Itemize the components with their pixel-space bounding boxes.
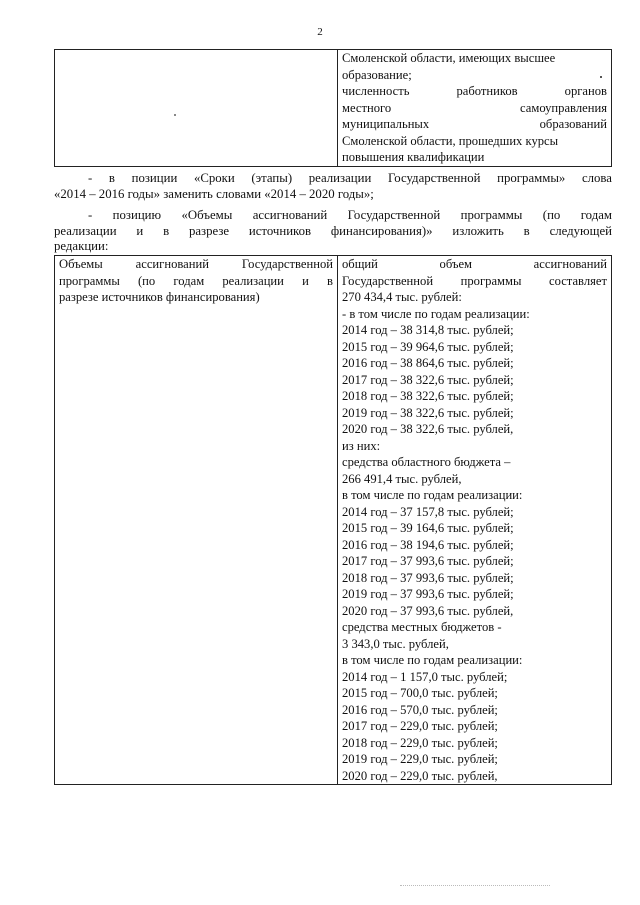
cell-line: 266 491,4 тыс. рублей, [342,471,462,486]
cell-line: 3 343,0 тыс. рублей, [342,636,449,651]
paragraph-line: - позицию «Объемы ассигнований Государственной программы (по годам [88,208,612,222]
cell-line: Объемы ассигнований Государственной [59,257,333,271]
cell-line: 2015 год – 39 964,6 тыс. рублей; [342,339,514,354]
cell-line: 2017 год – 38 322,6 тыс. рублей; [342,372,514,387]
cell-line: 2014 год – 1 157,0 тыс. рублей; [342,669,508,684]
page-number: 2 [317,26,323,38]
cell-line: 2018 год – 37 993,6 тыс. рублей; [342,570,514,585]
continuation-table [54,49,612,167]
table-row [55,50,612,167]
paragraph-line: «2014 – 2016 годы» заменить словами «2014 – 2020 годы»; [54,186,374,201]
cell-line: 2018 год – 229,0 тыс. рублей; [342,735,498,750]
funding-table [54,255,612,785]
cell-line: 2016 год – 570,0 тыс. рублей; [342,702,498,717]
cell-line: 270 434,4 тыс. рублей: [342,290,462,304]
cell-line: образование; [342,67,412,82]
cell-line: 2018 год – 38 322,6 тыс. рублей; [342,389,514,403]
scan-speck [600,76,602,78]
empty-left-cell [55,50,338,167]
cell-line: средства местных бюджетов - [342,620,502,634]
paragraph-line: редакции: [54,239,109,254]
cell-line: 2019 год – 38 322,6 тыс. рублей; [342,405,514,420]
cell-line: повышения квалификации [342,150,485,164]
cell-line: общий объем ассигнований [342,257,607,271]
cell-line: 2020 год – 37 993,6 тыс. рублей, [342,603,514,618]
cell-line: программы (по годам реализации и в [59,273,333,288]
cell-line: 2014 год – 37 157,8 тыс. рублей; [342,504,514,519]
cell-line: местного самоуправления [342,100,607,115]
paragraph-line: реализации и в разрезе источников финансирования)» изложить в следующей [54,223,612,238]
cell-line: Смоленской области, прошедших курсы [342,133,559,148]
amendment-paragraph [54,171,612,202]
scan-mark [400,885,550,886]
cell-line: в том числе по годам реализации: [342,653,523,667]
cell-line: разрезе источников финансирования) [59,290,260,304]
cell-line: 2019 год – 37 993,6 тыс. рублей; [342,587,514,601]
cell-line: 2017 год – 37 993,6 тыс. рублей; [342,554,514,568]
scan-speck [174,114,176,116]
funding-values-cell [338,256,612,785]
cell-line: 2017 год – 229,0 тыс. рублей; [342,719,498,733]
cell-line: Смоленской области, имеющих высшее [342,51,556,65]
cell-line: - в том числе по годам реализации: [342,306,530,321]
cell-line: 2020 год – 229,0 тыс. рублей, [342,768,498,783]
cell-line: муниципальных образований [342,117,607,131]
funding-heading-cell [55,256,338,785]
cell-line: 2016 год – 38 864,6 тыс. рублей; [342,356,514,370]
cell-line: средства областного бюджета – [342,455,511,469]
cell-line: из них: [342,438,381,453]
cell-line: в том числе по годам реализации: [342,488,523,502]
cell-line: 2014 год – 38 314,8 тыс. рублей; [342,323,514,337]
paragraph-line: - в позиции «Сроки (этапы) реализации Государственной программы» слова [88,171,612,185]
cell-line: численность работников органов [342,84,607,98]
cell-line: Государственной программы составляет [342,273,607,288]
table-row [55,256,612,785]
cell-line: 2015 год – 700,0 тыс. рублей; [342,686,498,700]
indicator-cell [338,50,612,167]
cell-line: 2019 год – 229,0 тыс. рублей; [342,752,498,766]
amendment-paragraph [54,208,612,255]
cell-line: 2020 год – 38 322,6 тыс. рублей, [342,422,514,436]
cell-line: 2015 год – 39 164,6 тыс. рублей; [342,521,514,535]
cell-line: 2016 год – 38 194,6 тыс. рублей; [342,537,514,552]
